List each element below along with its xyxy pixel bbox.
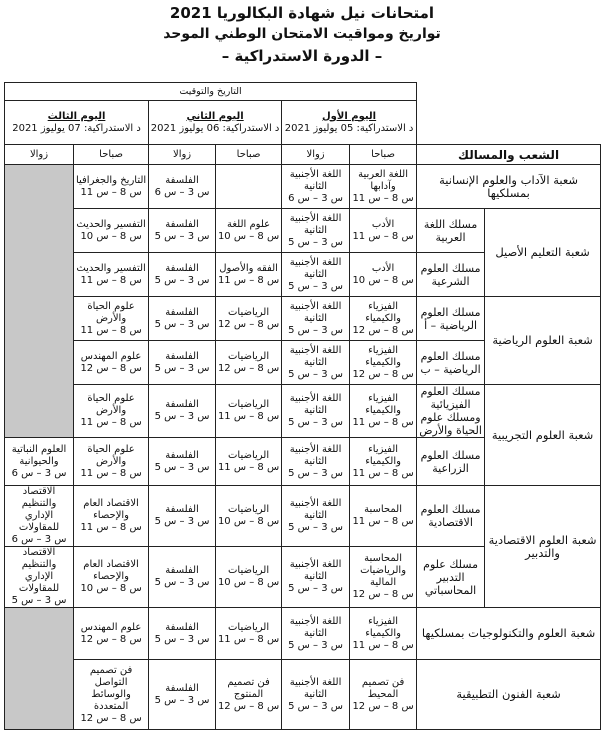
exam-cell: الفيزياء والكيمياء س 8 – س 12 [350, 341, 417, 385]
exam-cell: التفسير والحديث س 8 – س 11 [74, 253, 149, 297]
branch-cell: شعبة الآداب والعلوم الإنسانية بمسلكيها [417, 165, 601, 209]
exam-cell: علوم المهندس س 8 – س 12 [74, 341, 149, 385]
track-cell: مسلك العلوم الزراعية [417, 438, 485, 486]
exam-cell: التاريخ والجغرافيا س 8 – س 11 [74, 165, 149, 209]
page-subtitle: تواريخ ومواقيت الامتحان الوطني الموحد [163, 26, 441, 42]
table-row [5, 608, 601, 660]
exam-cell: علوم الحياة والأرض س 8 – س 11 [74, 385, 149, 438]
exam-cell: الاقتصاد والتنظيم الإداري للمقاولات س 3 – س 5 [5, 547, 74, 608]
track-cell: مسلك العلوم الاقتصادية [417, 486, 485, 547]
exam-cell: الفلسفة س 3 – س 6 [149, 165, 216, 209]
table-row [5, 385, 601, 438]
exam-cell: الرياضيات س 8 – س 12 [216, 341, 282, 385]
exam-cell [216, 165, 282, 209]
exam-cell: اللغة الأجنبية الثانية س 3 – س 6 [282, 165, 350, 209]
exam-cell: اللغة الأجنبية الثانية س 3 – س 5 [282, 486, 350, 547]
d3-morning-label: صباحا [74, 145, 149, 165]
exam-cell: علوم الحياة والأرض س 8 – س 11 [74, 297, 149, 341]
exam-cell: الفيزياء والكيمياء س 8 – س 11 [350, 385, 417, 438]
exam-cell: الفلسفة س 3 – س 5 [149, 660, 216, 730]
exam-cell: التفسير والحديث س 8 – س 10 [74, 209, 149, 253]
branches-header: الشعب والمسالك [417, 145, 601, 165]
branch-cell: شعبة الفنون التطبيقية [417, 660, 601, 730]
exam-cell: اللغة الأجنبية الثانية س 3 – س 5 [282, 660, 350, 730]
exam-cell: الاقتصاد العام والإحصاء س 8 – س 11 [74, 486, 149, 547]
exam-cell: الفلسفة س 3 – س 5 [149, 608, 216, 660]
table-row [5, 660, 601, 730]
exam-cell: اللغة الأجنبية الثانية س 3 – س 5 [282, 253, 350, 297]
track-cell: مسلك اللغة العربية [417, 209, 485, 253]
empty-shaded-cell [5, 165, 74, 438]
track-cell: مسلك العلوم الشرعية [417, 253, 485, 297]
branch-cell: شعبة العلوم الرياضية [485, 297, 601, 385]
d1-morning-label: صباحا [350, 145, 417, 165]
session-title: – الدورة الاستدراكية – [221, 47, 383, 65]
exam-cell: الفلسفة س 3 – س 5 [149, 297, 216, 341]
exam-cell: الفلسفة س 3 – س 5 [149, 385, 216, 438]
exam-cell: اللغة الأجنبية الثانية س 3 – س 5 [282, 297, 350, 341]
exam-cell: اللغة الأجنبية الثانية س 3 – س 5 [282, 385, 350, 438]
branch-cell: شعبة التعليم الأصيل [485, 209, 601, 297]
exam-cell: الفلسفة س 3 – س 5 [149, 486, 216, 547]
exam-cell: الاقتصاد العام والإحصاء س 8 – س 10 [74, 547, 149, 608]
empty-shaded-cell [5, 608, 74, 730]
table-row [5, 486, 601, 547]
track-cell: مسلك علوم التدبير المحاسباتي [417, 547, 485, 608]
exam-cell: علوم الحياة والأرض س 8 – س 11 [74, 438, 149, 486]
exam-cell: فن تصميم المحيط س 8 – س 12 [350, 660, 417, 730]
exam-cell: الاقتصاد والتنظيم الإداري للمقاولات س 3 – س 6 [5, 486, 74, 547]
day-3-header: اليوم الثالث د الاستدراكية: 07 يوليوز 2021 [5, 101, 149, 145]
exam-cell: الفلسفة س 3 – س 5 [149, 341, 216, 385]
exam-cell: الفلسفة س 3 – س 5 [149, 547, 216, 608]
exam-cell: اللغة الأجنبية الثانية س 3 – س 5 [282, 547, 350, 608]
exam-cell: الفلسفة س 3 – س 5 [149, 438, 216, 486]
exam-cell: الفلسفة س 3 – س 5 [149, 209, 216, 253]
exam-cell: الأدب س 8 – س 11 [350, 209, 417, 253]
exam-cell: المحاسبة والرياضيات المالية س 8 – س 12 [350, 547, 417, 608]
track-cell: مسلك العلوم الفيزيائية ومسلك علوم الحياة والأرض [417, 385, 485, 438]
branch-cell: شعبة العلوم الاقتصادية والتدبير [485, 486, 601, 608]
d3-afternoon-label: زوالا [5, 145, 74, 165]
exam-cell: اللغة العربية وآدابها س 8 – س 11 [350, 165, 417, 209]
exam-cell: الرياضيات س 8 – س 11 [216, 385, 282, 438]
date-time-header: التاريخ والتوقيت [5, 83, 417, 101]
exam-cell: المحاسبة س 8 – س 11 [350, 486, 417, 547]
exam-cell: الفيزياء والكيمياء س 8 – س 12 [350, 297, 417, 341]
exam-cell: الفيزياء والكيمياء س 8 – س 11 [350, 438, 417, 486]
exam-cell: اللغة الأجنبية الثانية س 3 – س 5 [282, 341, 350, 385]
exam-cell: الرياضيات س 8 – س 12 [216, 297, 282, 341]
day-1-header: اليوم الأول د الاستدراكية: 05 يوليوز 2021 [282, 101, 417, 145]
day-2-header: اليوم الثاني د الاستدراكية: 06 يوليوز 2021 [149, 101, 282, 145]
exam-cell: اللغة الأجنبية الثانية س 3 – س 5 [282, 209, 350, 253]
d2-afternoon-label: زوالا [149, 145, 216, 165]
schedule-table [4, 82, 601, 730]
page-title: امتحانات نيل شهادة البكالوريا 2021 [169, 4, 435, 22]
d1-afternoon-label: زوالا [282, 145, 350, 165]
exam-cell: الرياضيات س 8 – س 11 [216, 438, 282, 486]
exam-cell: الرياضيات س 8 – س 10 [216, 486, 282, 547]
track-cell: مسلك العلوم الرياضية – أ [417, 297, 485, 341]
exam-cell: فن تصميم التواصل والوسائط المتعددة س 8 – س 12 [74, 660, 149, 730]
exam-cell: فن تصميم المنتوج س 8 – س 12 [216, 660, 282, 730]
exam-cell: علوم المهندس س 8 – س 12 [74, 608, 149, 660]
table-row [5, 297, 601, 341]
table-row [5, 209, 601, 253]
exam-cell: الفقه والأصول س 8 – س 11 [216, 253, 282, 297]
exam-cell: علوم اللغة س 8 – س 10 [216, 209, 282, 253]
exam-cell: الفيزياء والكيمياء س 8 – س 11 [350, 608, 417, 660]
d2-morning-label: صباحا [216, 145, 282, 165]
exam-cell: اللغة الأجنبية الثانية س 3 – س 5 [282, 608, 350, 660]
exam-cell: الرياضيات س 8 – س 11 [216, 608, 282, 660]
exam-cell: الأدب س 8 – س 10 [350, 253, 417, 297]
branch-cell: شعبة العلوم والتكنولوجيات بمسلكيها [417, 608, 601, 660]
exam-cell: الرياضيات س 8 – س 10 [216, 547, 282, 608]
track-cell: مسلك العلوم الرياضية – ب [417, 341, 485, 385]
branch-cell: شعبة العلوم التجريبية [485, 385, 601, 486]
table-row [5, 165, 601, 209]
exam-cell: الفلسفة س 3 – س 5 [149, 253, 216, 297]
exam-cell: اللغة الأجنبية الثانية س 3 – س 5 [282, 438, 350, 486]
exam-cell: العلوم النباتية والحيوانية س 3 – س 6 [5, 438, 74, 486]
